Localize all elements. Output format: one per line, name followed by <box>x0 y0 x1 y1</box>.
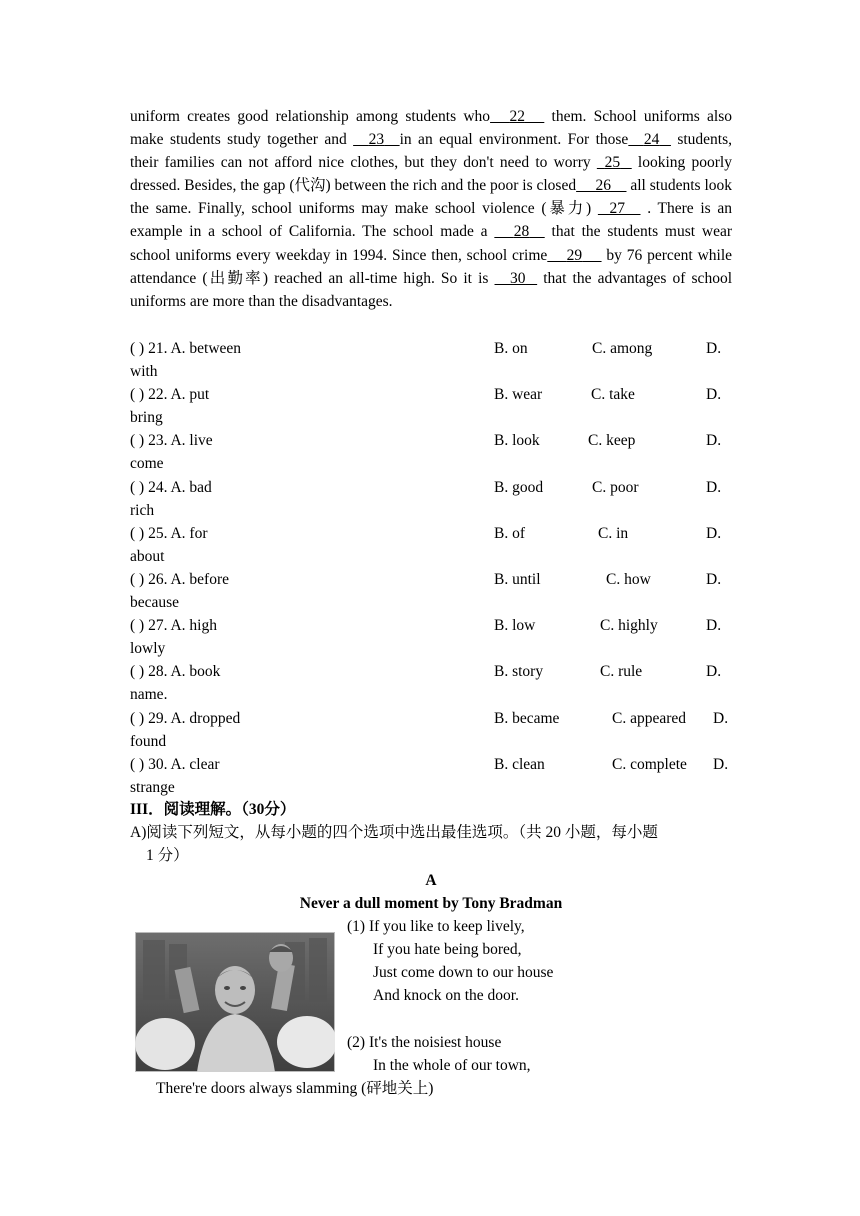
option-c: C. in <box>598 524 629 542</box>
option-b: B. clean <box>494 755 545 773</box>
option-c: C. take <box>591 386 635 404</box>
option-c: C. complete <box>612 755 687 773</box>
option-a: ( ) 29. A. dropped <box>130 709 241 727</box>
option-c: C. rule <box>600 663 643 681</box>
option-d-text: rich <box>130 501 155 519</box>
question-item <box>130 337 732 383</box>
blank-23: 23 <box>368 131 385 149</box>
option-b: B. became <box>494 709 560 727</box>
poem-line: And knock on the door. <box>373 987 519 1004</box>
option-b: B. look <box>494 432 540 450</box>
option-b: B. of <box>494 524 525 542</box>
option-c: C. among <box>592 340 653 357</box>
option-d-text: found <box>130 732 167 750</box>
option-d-text: because <box>130 594 180 612</box>
option-a: ( ) 21. A. between <box>130 340 242 357</box>
cloze-passage <box>130 105 732 313</box>
question-item <box>130 660 732 706</box>
option-a: ( ) 24. A. bad <box>130 478 212 496</box>
option-d: D. <box>706 663 722 681</box>
passage-photo <box>135 932 335 1072</box>
option-d: D. <box>706 432 722 450</box>
poem-line: (2) It's the noisiest house <box>347 1034 502 1051</box>
passage-text: all students look the same. Finally, school uniforms may make school violence (暴力) <box>130 177 732 218</box>
option-d: D. <box>713 755 729 773</box>
option-d-text: bring <box>130 409 163 427</box>
option-d: D. <box>713 709 729 727</box>
option-d-text: name. <box>130 686 168 704</box>
question-item <box>130 522 732 568</box>
blank-24: 24 <box>643 131 660 149</box>
question-item <box>130 753 732 799</box>
option-c: C. poor <box>592 478 639 496</box>
passage-text: that the advantages of school uniforms are more than the disadvantages. <box>130 269 732 310</box>
blank-22: 22 <box>509 108 525 125</box>
option-b: B. on <box>494 340 528 357</box>
option-d-text: come <box>130 455 164 473</box>
passage-text: students, their families can not afford nice clothes, but they don't need to worry <box>130 131 733 172</box>
poem-line: In the whole of our town, <box>373 1057 531 1074</box>
passage-text: by 76 percent while attendance (出勤率) reached an all-time high. So it is <box>130 246 732 287</box>
question-item <box>130 614 732 660</box>
blank-29: 29 <box>566 246 583 264</box>
passage-text: uniform creates good relationship among students who <box>130 108 491 125</box>
question-item <box>130 476 732 522</box>
passage-text: them. School uniforms also make students study together and <box>130 108 732 149</box>
option-b: B. good <box>494 478 544 496</box>
question-list <box>130 337 732 799</box>
poem-line: Just come down to our house <box>373 964 554 981</box>
option-d-text: strange <box>130 778 175 796</box>
blank-27: 27 <box>609 200 625 218</box>
option-b: B. low <box>494 617 536 635</box>
blank-28: 28 <box>513 223 530 241</box>
option-b: B. story <box>494 663 544 681</box>
option-d: D. <box>706 386 722 404</box>
option-d: D. <box>706 340 722 357</box>
option-c: C. how <box>606 570 651 588</box>
section-instructions <box>130 821 732 867</box>
option-d-text: about <box>130 547 165 565</box>
option-a: ( ) 22. A. put <box>130 386 210 404</box>
option-a: ( ) 25. A. for <box>130 524 208 542</box>
instruction-line: 1 分） <box>146 847 189 865</box>
question-item <box>130 568 732 614</box>
section-heading: III．阅读理解。（30分） <box>130 801 296 818</box>
blank-26: 26 <box>595 177 611 195</box>
option-a: ( ) 30. A. clear <box>130 755 220 773</box>
option-d: D. <box>706 570 722 588</box>
passage-text: in an equal environment. For those <box>399 131 629 149</box>
option-d: D. <box>706 524 722 542</box>
option-a: ( ) 28. A. book <box>130 663 221 681</box>
passage-label: A <box>425 872 437 889</box>
passage-text: that the students must wear school uniforms every weekday in 1994. Since then, school crime <box>130 223 732 264</box>
instruction-line: A)阅读下列短文，从每小题的四个选项中选出最佳选项。（共 20 小题，每小题 <box>130 824 658 841</box>
passage-text: . There is an example in a school of California. The school made a <box>130 200 732 241</box>
question-item <box>130 383 732 429</box>
poem-line: There're doors always slamming (砰地关上) <box>156 1080 434 1097</box>
poem-line: (1) If you like to keep lively, <box>347 918 525 935</box>
option-c: C. appeared <box>612 709 687 727</box>
question-item <box>130 429 732 475</box>
poem-line: If you hate being bored, <box>373 941 522 958</box>
option-c: C. keep <box>588 432 636 450</box>
option-d: D. <box>706 478 722 496</box>
option-a: ( ) 23. A. live <box>130 432 213 450</box>
option-c: C. highly <box>600 617 658 635</box>
option-b: B. until <box>494 570 541 588</box>
passage-title: Never a dull moment by Tony Bradman <box>299 895 563 912</box>
question-item <box>130 707 732 753</box>
passage-text: looking poorly dressed. Besides, the gap (代沟) between the rich and the poor is closed <box>130 154 732 195</box>
option-a: ( ) 26. A. before <box>130 570 229 588</box>
option-b: B. wear <box>494 386 543 404</box>
blank-30: 30 <box>510 269 526 287</box>
option-a: ( ) 27. A. high <box>130 617 217 635</box>
option-d-text: with <box>130 363 158 381</box>
option-d: D. <box>706 617 722 635</box>
option-d-text: lowly <box>130 640 166 658</box>
blank-25: 25 <box>604 154 621 172</box>
